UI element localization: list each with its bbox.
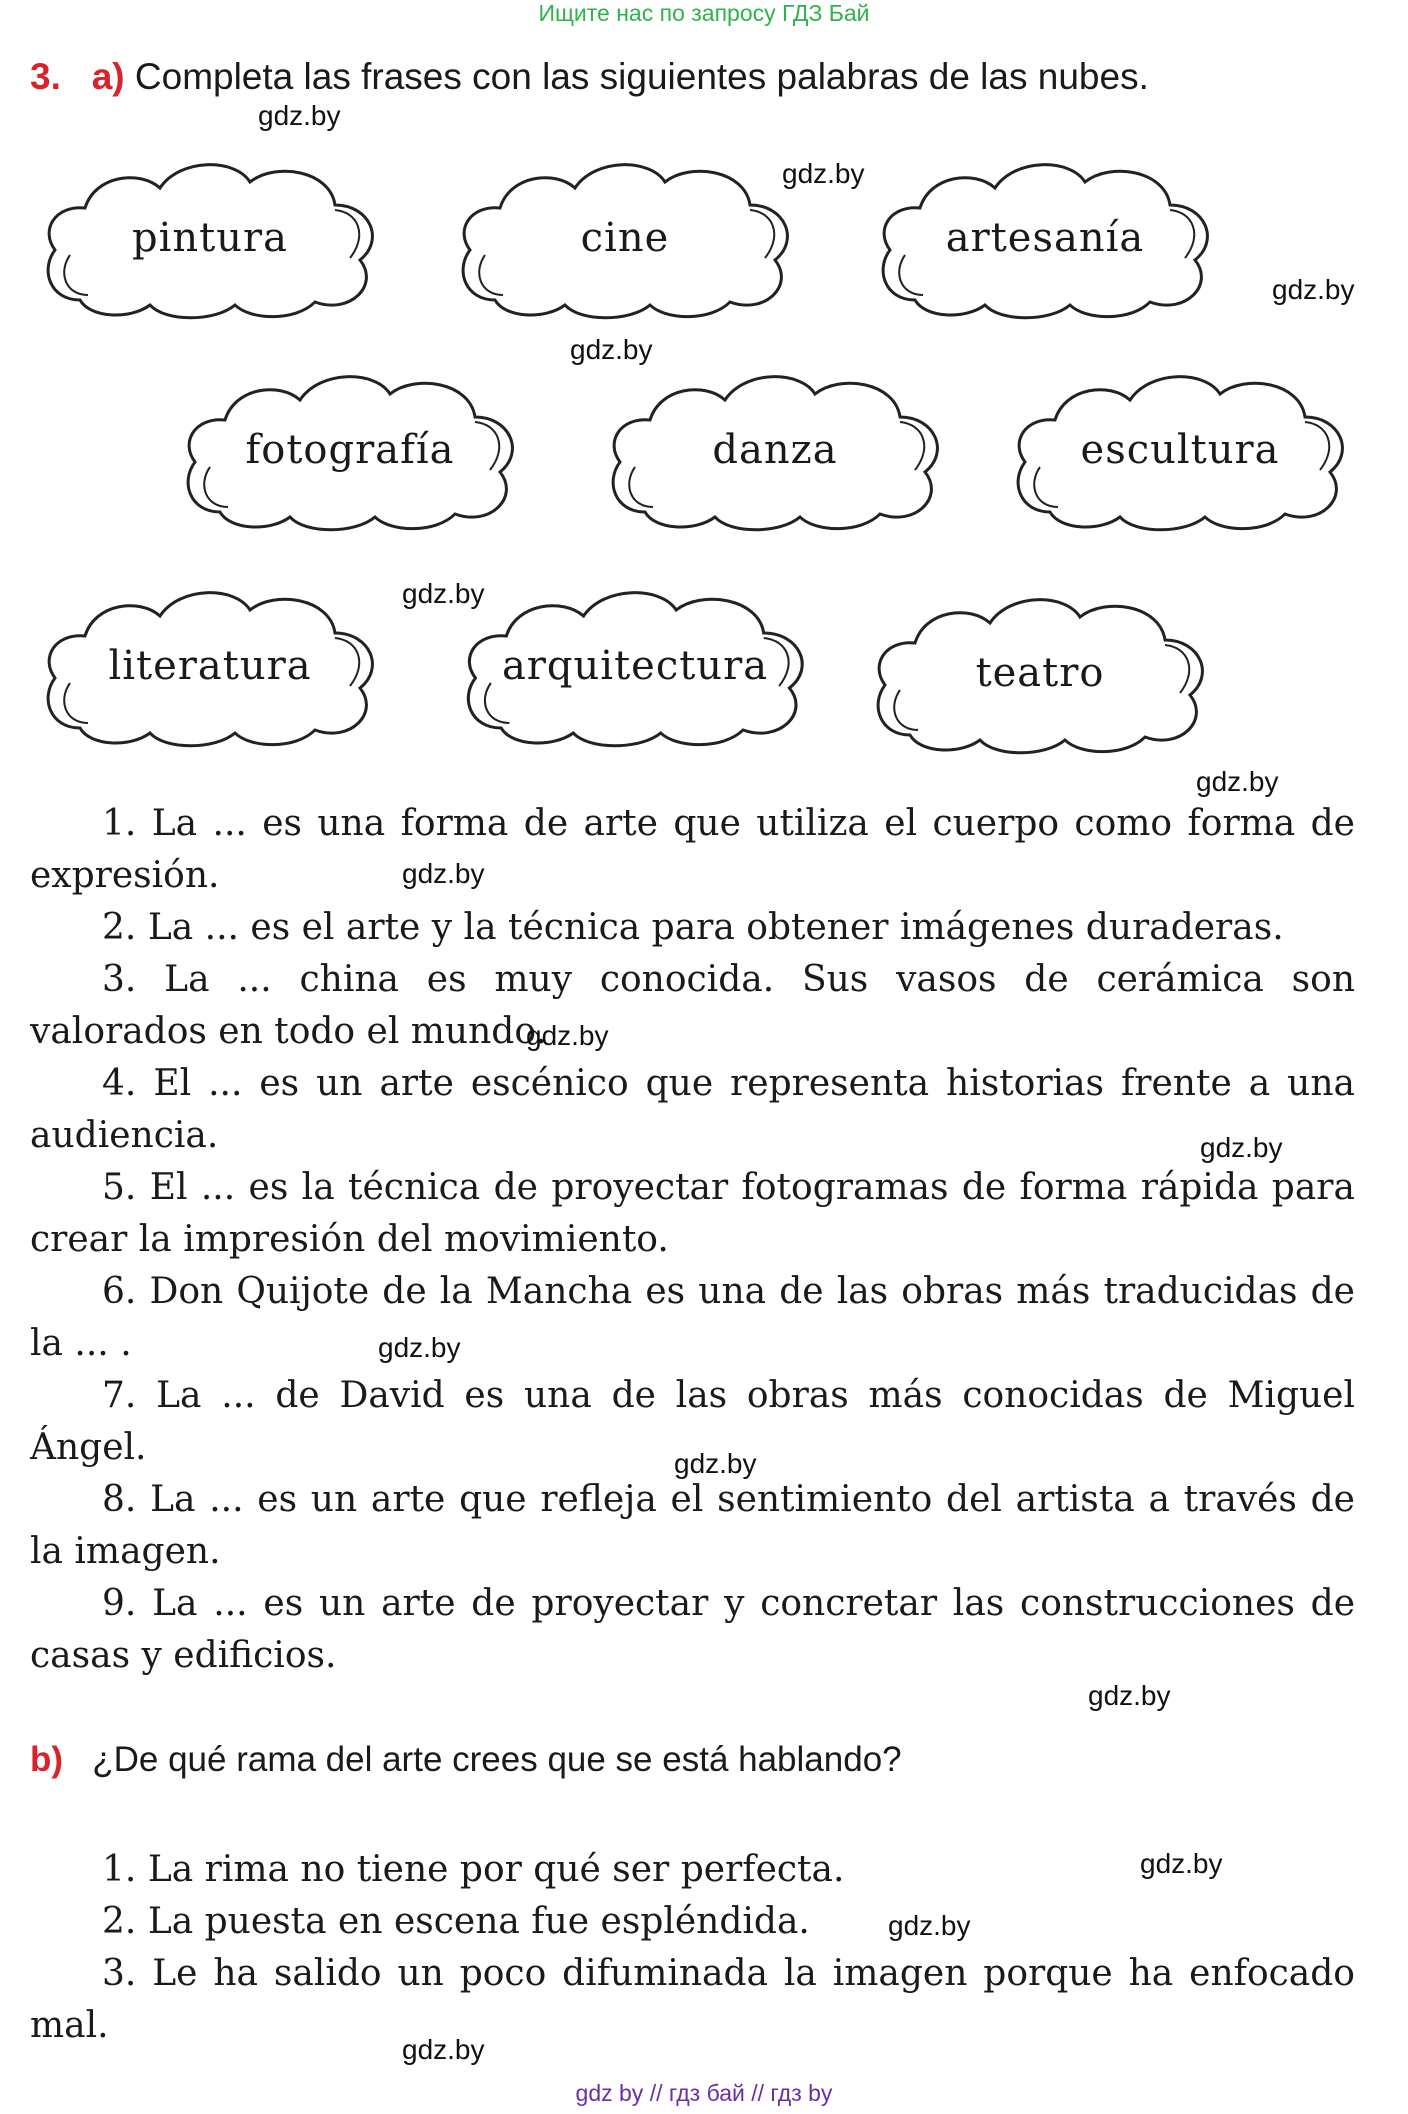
list-item	[30, 798, 1355, 902]
cloud-artesania	[875, 150, 1215, 325]
item-number: 9.	[102, 1583, 137, 1624]
cloud-word: fotografía	[245, 426, 455, 473]
list-item	[30, 1896, 1355, 1948]
top-banner: Ищите нас по запросу ГДЗ Бай	[538, 0, 870, 26]
watermark: gdz.by	[1140, 1848, 1223, 1879]
watermark: gdz.by	[1272, 274, 1355, 305]
watermark: gdz.by	[402, 858, 485, 889]
watermark: gdz.by	[1200, 1132, 1283, 1163]
list-item	[30, 1266, 1355, 1370]
watermark: gdz.by	[570, 334, 653, 365]
footer-links: gdz by // гдз бай // гдз by	[575, 2080, 833, 2106]
list-item	[30, 1058, 1355, 1162]
cloud-word: arquitectura	[501, 642, 769, 689]
watermark: gdz.by	[1196, 766, 1279, 797]
watermark: gdz.by	[526, 1020, 609, 1051]
cloud-word: artesanía	[945, 214, 1145, 261]
item-text: La ... china es muy conocida. Sus vasos de cerámica son valorados en todo el mundo.	[30, 959, 1355, 1052]
watermark: gdz.by	[888, 1910, 971, 1941]
cloud-arquitectura	[460, 578, 810, 753]
cloud-word: cine	[580, 214, 670, 261]
item-number: 3.	[102, 959, 137, 1000]
cloud-danza	[605, 362, 945, 537]
item-text: La rima no tiene por qué ser perfecta.	[147, 1849, 845, 1890]
item-text: La ... es un arte de proyectar y concretar las construcciones de casas y edificios.	[30, 1583, 1355, 1676]
item-text: La puesta en escena fue espléndida.	[147, 1901, 810, 1942]
cloud-literatura	[40, 578, 380, 753]
part-b-label: b)	[30, 1740, 64, 1779]
list-item	[30, 1474, 1355, 1578]
watermark: gdz.by	[402, 2034, 485, 2065]
item-text: La ... de David es una de las obras más conocidas de Miguel Ángel.	[30, 1375, 1355, 1468]
item-text: La ... es una forma de arte que utiliza el cuerpo como forma de expresión.	[30, 803, 1355, 896]
list-item	[30, 1578, 1355, 1682]
cloud-word: literatura	[108, 642, 312, 689]
item-number: 1.	[102, 1849, 137, 1890]
item-text: Le ha salido un poco difuminada la imagen porque ha enfocado mal.	[30, 1953, 1355, 2046]
item-number: 8.	[102, 1479, 137, 1520]
list-item	[30, 902, 1355, 954]
part-a-instruction: Completa las frases con las siguientes palabras de las nubes.	[134, 56, 1149, 97]
item-number: 5.	[102, 1167, 137, 1208]
item-text: Don Quijote de la Mancha es una de las obras más traducidas de la ... .	[30, 1271, 1355, 1364]
exercise-a-list	[30, 798, 1355, 1682]
list-item	[30, 1948, 1355, 2052]
item-text: La ... es un arte que refleja el sentimiento del artista a través de la imagen.	[30, 1479, 1355, 1572]
watermark: gdz.by	[1088, 1680, 1171, 1711]
watermark: gdz.by	[378, 1332, 461, 1363]
part-b-question: ¿De qué rama del arte crees que se está hablando?	[92, 1740, 902, 1779]
item-number: 2.	[102, 907, 137, 948]
item-number: 1.	[102, 803, 137, 844]
item-text: El ... es un arte escénico que representa historias frente a una audiencia.	[30, 1063, 1355, 1156]
item-number: 6.	[102, 1271, 137, 1312]
cloud-word: pintura	[132, 214, 288, 261]
list-item	[30, 1162, 1355, 1266]
part-b-heading	[30, 1740, 902, 1780]
list-item	[30, 954, 1355, 1058]
cloud-word: teatro	[975, 649, 1105, 696]
cloud-pintura	[40, 150, 380, 325]
cloud-word: escultura	[1080, 426, 1280, 473]
watermark: gdz.by	[402, 578, 485, 609]
watermark: gdz.by	[674, 1448, 757, 1479]
item-number: 3.	[102, 1953, 137, 1994]
part-a-label: a)	[91, 56, 125, 97]
task-heading	[30, 56, 1149, 98]
cloud-teatro	[870, 585, 1210, 760]
watermark: gdz.by	[782, 158, 865, 189]
item-number: 2.	[102, 1901, 137, 1942]
cloud-escultura	[1010, 362, 1350, 537]
watermark: gdz.by	[258, 100, 341, 131]
item-number: 7.	[102, 1375, 137, 1416]
item-number: 4.	[102, 1063, 137, 1104]
task-number: 3.	[30, 56, 61, 97]
item-text: La ... es el arte y la técnica para obtener imágenes duraderas.	[147, 907, 1284, 948]
item-text: El ... es la técnica de proyectar fotogramas de forma rápida para crear la impresión del movimiento.	[30, 1167, 1355, 1260]
cloud-fotografia	[180, 362, 520, 537]
cloud-cine	[455, 150, 795, 325]
cloud-word: danza	[712, 426, 838, 473]
